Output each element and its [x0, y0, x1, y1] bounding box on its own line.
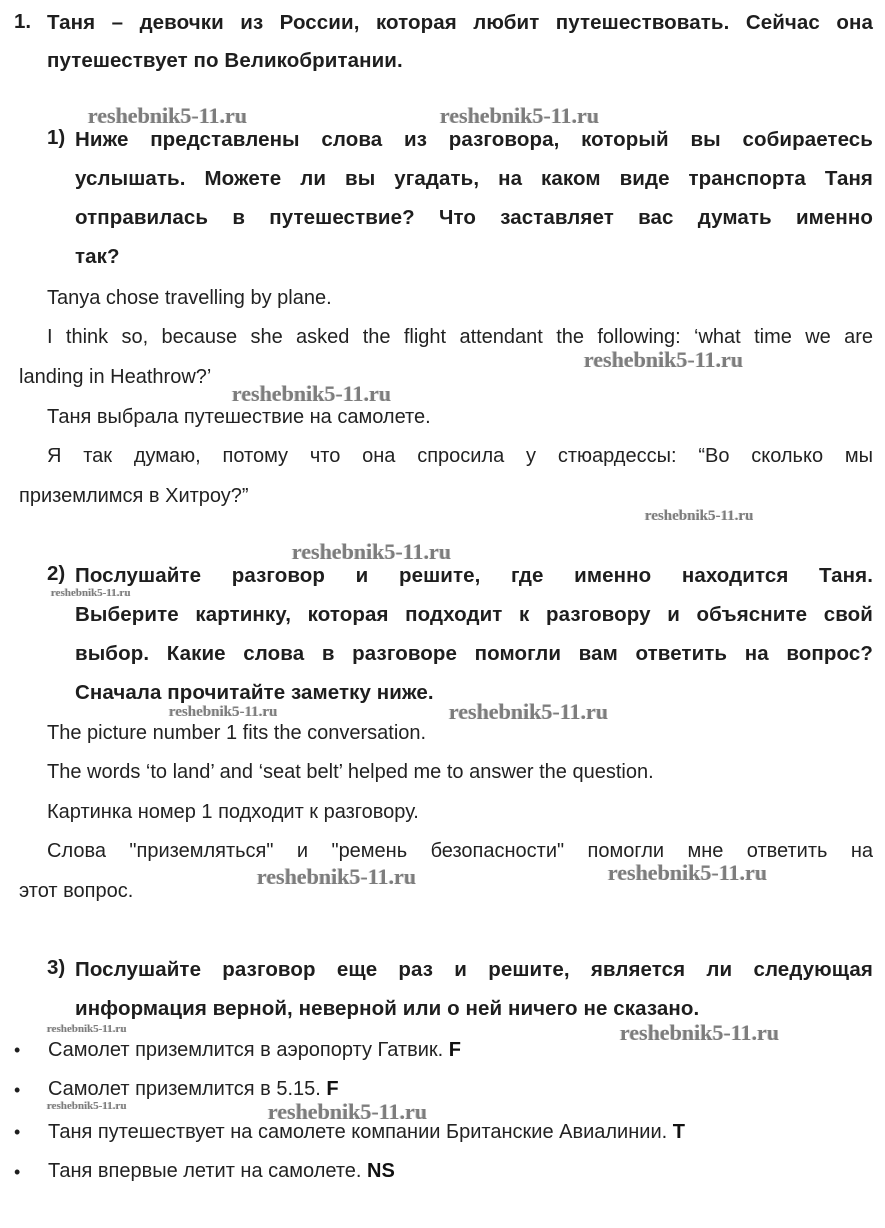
watermark: reshebnik5-11.ru	[169, 704, 278, 720]
watermark: reshebnik5-11.ru	[47, 1023, 127, 1035]
bullet-icon: •	[14, 1040, 21, 1060]
q1-answer-ru-2a: Я так думаю, потому что она спросила у стюардессы: “Во сколько мы	[47, 445, 873, 467]
task-title-line1: Таня – девочки из России, которая любит путешествовать. Сейчас она	[47, 11, 873, 34]
list-item-mark: T	[672, 1121, 685, 1143]
list-item	[48, 1160, 395, 1183]
q1-line4: так?	[75, 245, 120, 268]
q3-line1: Послушайте разговор еще раз и решите, является ли следующая	[75, 958, 873, 981]
q2-answer-ru-2a: Слова "приземляться" и "ремень безопасности" помогли мне ответить на	[47, 840, 873, 862]
q2-number: 2)	[47, 562, 66, 585]
task-title-line2: путешествует по Великобритании.	[47, 49, 403, 72]
q2-line2: Выберите картинку, которая подходит к разговору и объясните свой	[75, 603, 873, 626]
q1-answer-en-1: Tanya chose travelling by plane.	[47, 287, 332, 309]
watermark: reshebnik5-11.ru	[232, 381, 392, 406]
watermark: reshebnik5-11.ru	[440, 103, 600, 128]
watermark: reshebnik5-11.ru	[268, 1099, 428, 1124]
watermark: reshebnik5-11.ru	[51, 587, 131, 599]
q1-number: 1)	[47, 126, 66, 149]
list-item-text: Таня путешествует на самолете компании Британские Авиалинии.	[48, 1121, 668, 1143]
q2-line3: выбор. Какие слова в разговоре помогли вам ответить на вопрос?	[75, 642, 873, 665]
list-item-text: Самолет приземлится в аэропорту Гатвик.	[48, 1039, 444, 1061]
task-number: 1.	[14, 10, 32, 33]
q1-line3: отправилась в путешествие? Что заставляет вас думать именно	[75, 206, 873, 229]
watermark: reshebnik5-11.ru	[449, 699, 609, 724]
q1-line1: Ниже представлены слова из разговора, который вы собираетесь	[75, 128, 873, 151]
list-item-mark: F	[448, 1039, 461, 1061]
q2-answer-en-2: The words ‘to land’ and ‘seat belt’ helped me to answer the question.	[47, 761, 654, 783]
q2-line1: Послушайте разговор и решите, где именно находится Таня.	[75, 564, 873, 587]
bullet-icon: •	[14, 1080, 21, 1100]
q2-answer-ru-2b: этот вопрос.	[19, 880, 134, 902]
q3-number: 3)	[47, 956, 66, 979]
list-item-text: Таня впервые летит на самолете.	[48, 1160, 362, 1182]
watermark: reshebnik5-11.ru	[620, 1020, 780, 1045]
q1-answer-en-2a: I think so, because she asked the flight attendant the following: ‘what time we are	[47, 326, 873, 348]
q1-answer-ru-1: Таня выбрала путешествие на самолете.	[47, 406, 431, 428]
q3-line2: информация верной, неверной или о ней ничего не сказано.	[75, 997, 700, 1020]
watermark: reshebnik5-11.ru	[608, 860, 768, 885]
list-item	[48, 1078, 339, 1101]
watermark: reshebnik5-11.ru	[645, 508, 754, 524]
q2-answer-ru-1: Картинка номер 1 подходит к разговору.	[47, 801, 419, 823]
q1-line2: услышать. Можете ли вы угадать, на каком виде транспорта Таня	[75, 167, 873, 190]
bullet-icon: •	[14, 1122, 21, 1142]
q2-line4: Сначала прочитайте заметку ниже.	[75, 681, 434, 704]
list-item-text: Самолет приземлится в 5.15.	[48, 1078, 321, 1100]
watermark: reshebnik5-11.ru	[584, 347, 744, 372]
list-item-mark: NS	[367, 1160, 395, 1182]
watermark: reshebnik5-11.ru	[292, 539, 452, 564]
bullet-icon: •	[14, 1162, 21, 1182]
q1-answer-ru-2b: приземлимся в Хитроу?”	[19, 485, 249, 507]
list-item-mark: F	[326, 1078, 339, 1100]
watermark: reshebnik5-11.ru	[88, 103, 248, 128]
q2-answer-en-1: The picture number 1 fits the conversation.	[47, 722, 427, 744]
q1-answer-en-2b: landing in Heathrow?’	[19, 366, 212, 388]
list-item	[48, 1039, 461, 1062]
watermark: reshebnik5-11.ru	[47, 1100, 127, 1112]
watermark: reshebnik5-11.ru	[257, 864, 417, 889]
